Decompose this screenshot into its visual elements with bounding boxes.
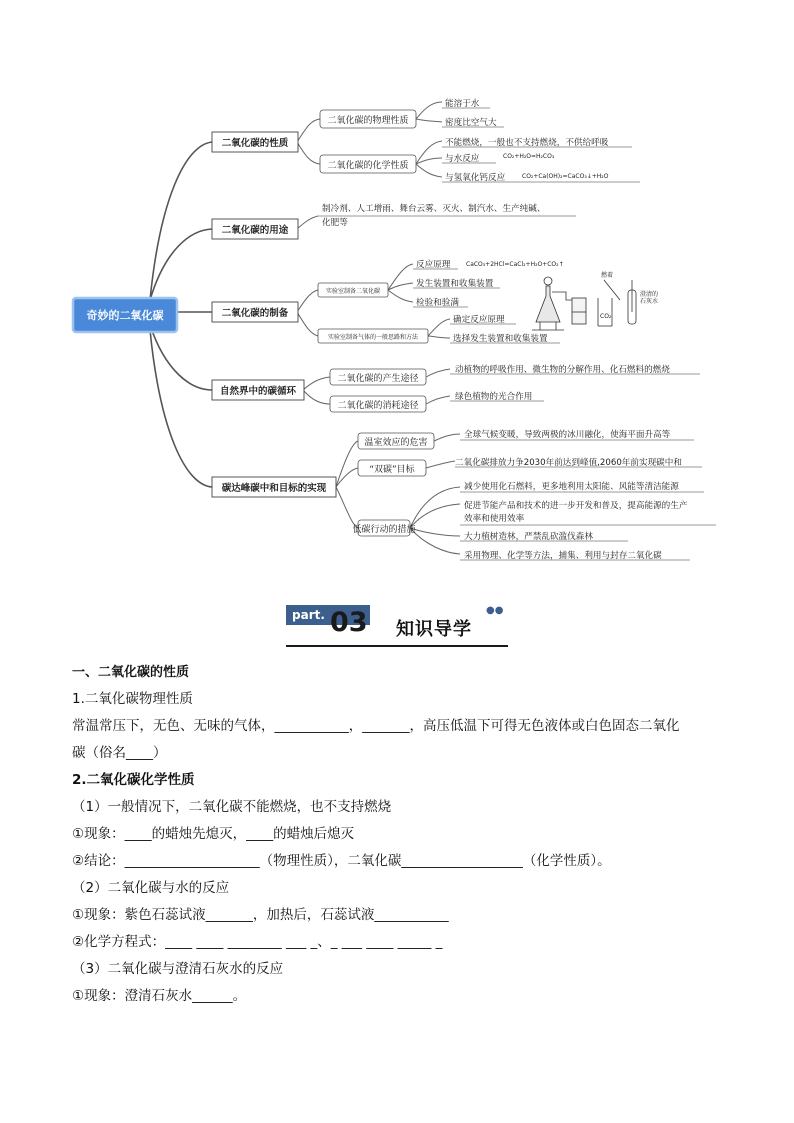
lab-apparatus-drawing [532,277,636,330]
question-1-observation: ①现象：____的蜡烛先熄灭，____的蜡烛后熄灭 [72,826,355,842]
branch-preparation [212,302,298,322]
question-1-conclusion: ②结论：____________________（物理性质），二氧化碳__________________（化学性质）。 [72,853,611,869]
question-3: （3）二氧化碳与澄清石灰水的反应 [72,961,284,977]
svg-text:自然界中的碳循环: 自然界中的碳循环 [219,386,297,397]
node-co2-consume [330,396,426,412]
svg-text:“双碳”目标: “双碳”目标 [369,465,415,475]
subheading-chemical: 2.二氧化碳化学性质 [72,772,195,788]
question-2-observation: ①现象：紫色石蕊试液_______，加热后，石蕊试液___________ [72,907,449,923]
leaf-lowcarbon-2a: 促进节能产品和技术的进一步开发和普及，提高能源的生产 [464,501,688,511]
formula-caco3-hcl: CaCO₃+2HCl=CaCl₂+H₂O+CO₂↑ [466,261,564,268]
svg-text:二氧化碳的用途: 二氧化碳的用途 [221,225,289,236]
svg-text:碳达峰碳中和目标的实现: 碳达峰碳中和目标的实现 [221,483,327,494]
svg-text:实验室制备气体的一般思路和方法: 实验室制备气体的一般思路和方法 [327,334,419,341]
svg-text:二氧化碳的产生途径: 二氧化碳的产生途径 [337,374,419,384]
branch-carbon-cycle [212,380,304,400]
node-low-carbon [352,520,415,536]
label-flame: 燃着 [601,272,614,279]
svg-text:二氧化碳的性质: 二氧化碳的性质 [221,138,289,149]
svg-text:低碳行动的措施: 低碳行动的措施 [352,525,416,535]
question-1: （1）一般情况下，二氧化碳不能燃烧，也不支持燃烧 [72,799,392,815]
physical-line-2: 碳（俗名____） [72,745,167,761]
uses-line-2: 化肥等 [322,218,348,228]
question-2-equation: ②化学方程式：____ ____ ________ ___ _、_ ___ ____ _____ _ [72,934,443,950]
question-2: （2）二氧化碳与水的反应 [72,880,230,896]
leaf-lowcarbon-1: 减少使用化石燃料，更多地利用太阳能、风能等清洁能源 [464,482,679,492]
leaf-choose-apparatus: 选择发生装置和收集装置 [453,334,548,344]
node-chemical-properties [320,155,416,173]
svg-text:二氧化碳的化学性质: 二氧化碳的化学性质 [327,161,409,171]
label-co2-jar: CO₂ [600,313,612,320]
svg-text:二氧化碳的制备: 二氧化碳的制备 [221,308,289,319]
node-general-method [318,329,428,343]
node-greenhouse [358,433,434,449]
subheading-physical: 1.二氧化碳物理性质 [72,691,193,707]
leaf-apparatus: 发生装置和收集装置 [416,279,494,289]
leaf-not-burning: 不能燃烧，一般也不支持燃烧，不供给呼吸 [445,138,609,148]
leaf-reaction-principle: 反应原理 [416,260,451,270]
leaf-water-reaction: 与水反应 [445,154,480,164]
leaf-photosynthesis: 绿色植物的光合作用 [455,392,533,402]
leaf-density: 密度比空气大 [445,118,497,128]
uses-line-1: 制冷剂、人工增雨、舞台云雾、灭火、制汽水、生产纯碱、 [322,204,546,214]
root-node [73,298,177,332]
banner-title: 知识导学 [396,619,472,640]
leaf-lime-reaction: 与氢氧化钙反应 [445,173,506,183]
formula-co2-lime: CO₂+Ca(OH)₂=CaCO₃↓+H₂O [522,173,609,180]
label-limewater-2: 石灰水 [640,298,659,305]
formula-co2-water: CO₂+H₂O=H₂CO₃ [503,153,555,160]
label-limewater-1: 澄清的 [640,291,659,298]
branch-carbon-neutral [212,477,336,497]
leaf-produce-sources: 动植物的呼吸作用、微生物的分解作用、化石燃料的燃烧 [455,365,670,375]
svg-text:二氧化碳的消耗途径: 二氧化碳的消耗途径 [337,401,419,411]
leaf-lowcarbon-4: 采用物理、化学等方法，捕集、利用与封存二氧化碳 [464,551,662,561]
leaf-test-full: 检验和验满 [416,298,459,308]
node-physical-properties [320,110,416,128]
leaf-greenhouse-effect: 全球气候变暖，导致两极的冰川融化，使海平面升高等 [464,430,671,440]
leaf-dual-carbon-goal: 二氧化碳排放力争2030年前达到峰值,2060年前实现碳中和 [455,458,682,468]
svg-text:奇妙的二氧化碳: 奇妙的二氧化碳 [86,309,164,322]
banner-part-label: part. [286,605,370,625]
section-banner [286,603,508,647]
leaf-lowcarbon-3: 大力植树造林，严禁乱砍滥伐森林 [464,532,593,542]
banner-number: 03 [330,607,368,638]
leaf-determine-principle: 确定反应原理 [453,315,505,325]
section-heading: 一、二氧化碳的性质 [72,665,190,680]
leaf-lowcarbon-2b: 效率和使用效率 [464,514,525,524]
question-3-observation: ①现象：澄清石灰水______。 [72,988,247,1004]
banner-underline [286,645,508,647]
node-lab-preparation [318,283,388,297]
leaf-soluble: 能溶于水 [445,99,480,109]
branch-properties [212,132,298,152]
decorative-dots-icon: ●● [486,605,504,616]
svg-text:二氧化碳的物理性质: 二氧化碳的物理性质 [327,116,409,126]
worksheet-content [72,660,732,1010]
svg-text:实验室制备二氧化碳: 实验室制备二氧化碳 [325,288,381,295]
node-dual-carbon [358,460,426,476]
physical-line-1: 常温常压下，无色、无味的气体，___________，_______，高压低温下可得无色液体或白色固态二氧化 [72,718,680,734]
svg-text:温室效应的危害: 温室效应的危害 [364,438,428,448]
branch-uses [212,219,298,239]
node-co2-produce [330,369,426,385]
